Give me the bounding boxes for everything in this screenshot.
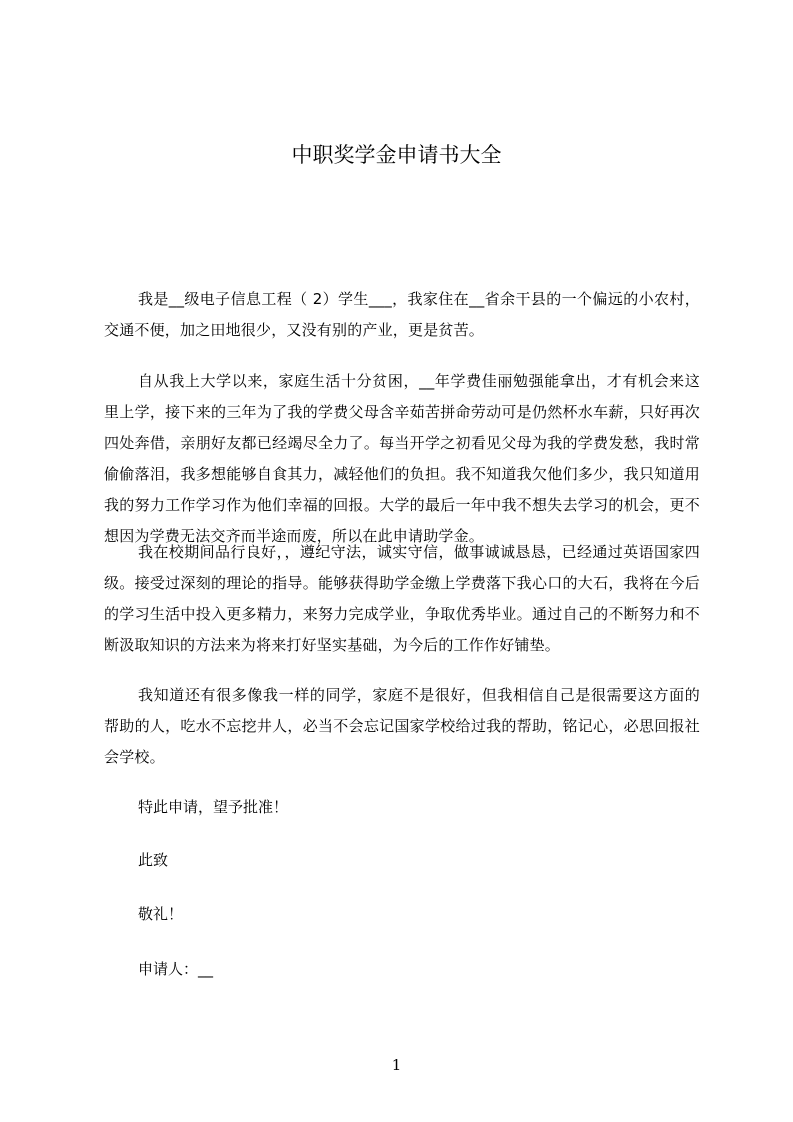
regards: 敬礼！ [138,905,184,923]
paragraph-financial-hardship: 自从我上大学以来，家庭生活十分贫困，__年学费佳丽勉强能拿出，才有机会来这里上学，接下来的三年为了我的学费父母含辛茹苦拼命劳动可是仍然杯水车薪，只好再次四处奔借，亲朋好友都已经竭尽全力了。每当开学之初看见父母为我的学费发愁，我时常偷偷落泪，我多想能够自食其力，减轻他们的负担。我不知道我欠他们多少，我只知道用我的努力工作学习作为他们幸福的回报。大学的最后一年中我不想失去学习的机会，更不想因为学费无法交齐而半途而废，所以在此申请助学金。 [104,372,700,545]
applicant-signature-line: 申请人：__ [138,960,214,978]
page-number: 1 [391,1056,402,1074]
page-title: 中职奖学金申请书大全 [291,143,502,167]
paragraph-family-background: 我是__级电子信息工程（ 2）学生___，我家住在__省余干县的一个偏远的小农村，交通不便，加之田地很少，又没有别的产业，更是贫苦。 [104,290,700,339]
salutation: 此致 [138,851,169,869]
paragraph-school-performance: 我在校期间品行良好，，遵纪守法，诚实守信，做事诚诚恳恳，已经通过英语国家四级。接受过深刻的理论的指导。能够获得助学金缴上学费落下我心口的大石，我将在今后的学习生活中投入更多精力，来努力完成学业，争取优秀毕业。通过自己的不断努力和不断汲取知识的方法来为将来打好坚实基础，为今后的工作作好铺垫。 [104,543,700,654]
closing-request: 特此申请，望予批准！ [138,798,289,816]
paragraph-gratitude: 我知道还有很多像我一样的同学，家庭不是很好，但我相信自己是很需要这方面的帮助的人，吃水不忘挖井人，必当不会忘记国家学校给过我的帮助，铭记心，必思回报社会学校。 [104,686,700,766]
